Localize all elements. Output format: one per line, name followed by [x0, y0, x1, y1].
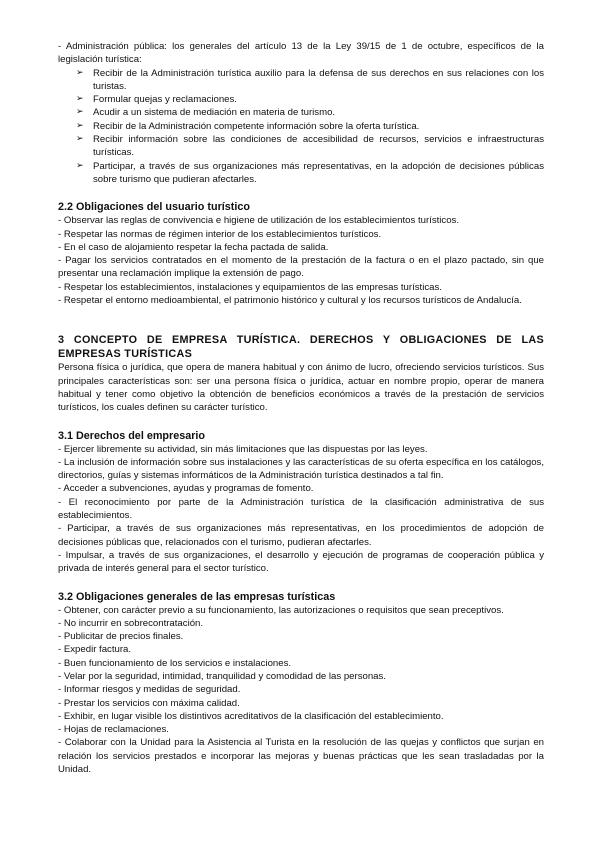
- list-item: - Respetar el entorno medioambiental, el patrimonio histórico y cultural y los recursos turísticos de Andalucía.: [58, 295, 522, 307]
- list-item: - Acceder a subvenciones, ayudas y programas de fomento.: [58, 483, 314, 495]
- list-item: - Velar por la seguridad, intimidad, tranquilidad y comodidad de las personas.: [58, 670, 386, 682]
- list-item: - El reconocimiento por parte de la Administración turística de la clasificación administrativa de sus establecimientos.: [58, 496, 544, 522]
- list-item: - Participar, a través de sus organizaciones más representativas, en los procedimientos de adopción de decisiones públicas que, relacionados con el turismo, pudieran afectarles.: [58, 523, 544, 548]
- list-item: ➢ Recibir de la Administración competente información sobre la oferta turística.: [93, 120, 544, 133]
- list-item: - Pagar los servicios contratados en el momento de la prestación de la factura o en el plazo pactado, sin que presentar una reclamación implique la extensión de pago.: [58, 255, 544, 280]
- list-item: - En el caso de alojamiento respetar la fecha pactada de salida.: [58, 241, 329, 253]
- list-item: - Observar las reglas de convivencia e higiene de utilización de los establecimientos turísticos.: [58, 215, 460, 227]
- list-item: - Ejercer libremente su actividad, sin más limitaciones que las dispuestas por las leyes.: [58, 443, 428, 455]
- list-item: - Publicitar de precios finales.: [58, 631, 184, 643]
- list-item: - La inclusión de información sobre sus instalaciones y las características de su oferta específica en los catálogos, directorios, guías y sistemas informáticos de la Administración turística destinados a tal fin.: [58, 456, 544, 482]
- document-page: [58, 40, 544, 776]
- list-item: - Informar riesgos y medidas de seguridad.: [58, 684, 241, 696]
- list-item: ➢ Formular quejas y reclamaciones.: [93, 93, 544, 106]
- list-item: - No incurrir en sobrecontratación.: [58, 617, 204, 629]
- list-item: ➢ Participar, a través de sus organizaciones más representativas, en la adopción de decisiones públicas sobre turismo que pudieran afectarles.: [93, 160, 544, 187]
- list-item: - Hojas de reclamaciones.: [58, 724, 169, 736]
- section-heading-3: 3 CONCEPTO DE EMPRESA TURÍSTICA. DERECHOS Y OBLIGACIONES DE LAS EMPRESAS TURÍSTICAS: [58, 334, 544, 361]
- list-item: - Prestar los servicios con máxima calidad.: [58, 697, 240, 709]
- section-heading-3-1: 3.1 Derechos del empresario: [58, 429, 206, 442]
- list-item: - Respetar las normas de régimen interior de los establecimientos turísticos.: [58, 228, 382, 240]
- admin-rights-list: [58, 67, 544, 187]
- list-item: - Buen funcionamiento de los servicios e instalaciones.: [58, 657, 292, 669]
- section-3-body: Persona física o jurídica, que opera de manera habitual y con ánimo de lucro, ofreciendo servicios turísticos. Sus principales características son: ser una persona física o jurídica, actuar en nombre propio, operar de manera habitual y tener como objetivo la obtención de beneficios económicos a través de la prestación de servicios turísticos, los cuales definen su carácter turístico.: [58, 362, 544, 414]
- list-item: - Impulsar, a través de sus organizaciones, el desarrollo y ejecución de programas de cooperación pública y privada de interés general para el sector turístico.: [58, 549, 544, 575]
- list-item: - Exhibir, en lugar visible los distintivos acreditativos de la clasificación del establecimiento.: [58, 710, 444, 722]
- admin-intro: - Administración pública: los generales del artículo 13 de la Ley 39/15 de 1 de octubre, específicos de la legislación turística:: [58, 41, 544, 66]
- list-item: ➢ Recibir de la Administración turística auxilio para la defensa de sus derechos en sus relaciones con los turistas.: [93, 67, 544, 94]
- list-item: - Colaborar con la Unidad para la Asistencia al Turista en la resolución de las quejas y conflictos que surjan en relación los servicios prestados e incorporar las mejoras y buenas prácticas que les sean trasladadas por la Unidad.: [58, 737, 544, 776]
- list-item: ➢ Recibir información sobre las condiciones de accesibilidad de recursos, servicios e infraestructuras turísticas.: [93, 133, 544, 160]
- section-heading-3-2: 3.2 Obligaciones generales de las empresas turísticas: [58, 590, 336, 603]
- list-item: ➢ Acudir a un sistema de mediación en materia de turismo.: [93, 106, 544, 119]
- list-item: - Respetar los establecimientos, instalaciones y equipamientos de las empresas turísticas.: [58, 281, 442, 293]
- section-heading-2-2: 2.2 Obligaciones del usuario turístico: [58, 201, 250, 214]
- list-item: - Expedir factura.: [58, 644, 132, 656]
- list-item: - Obtener, con carácter previo a su funcionamiento, las autorizaciones o requisitos que sean preceptivos.: [58, 604, 504, 616]
